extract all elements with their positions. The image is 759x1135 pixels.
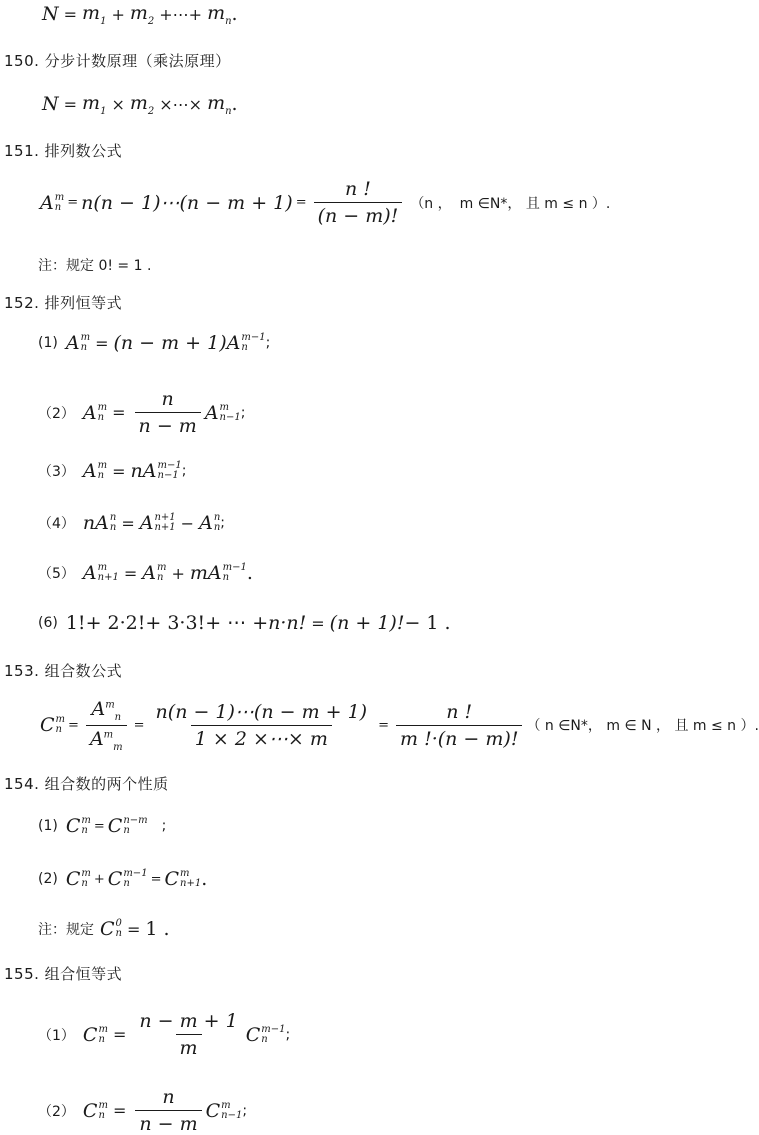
heading-152: 152. 排列恒等式	[4, 294, 123, 312]
label-152-3: （3）	[38, 464, 75, 480]
label-152-2: （2）	[38, 405, 75, 422]
label-154-1: (1)	[38, 818, 58, 834]
identity-152-6: (6) 1!+ 2·2!+ 3·3!+ ⋯ + n·n! = (n + 1)! − 1 .	[38, 612, 451, 634]
heading-151: 151. 排列数公式	[4, 142, 123, 160]
formula-sum-rule: N = $m_1$ + $m_2$ +⋯+ $m_n$ .	[42, 2, 238, 27]
label-152-5: （5）	[38, 566, 75, 582]
identity-152-3: （3） A m n = nA m−1 n−1 ;	[38, 460, 187, 482]
condition-153: （ n ∈N*， m ∈ N ， 且 m ≤ n ）.	[526, 718, 759, 735]
note-154-prefix: 注：规定	[38, 922, 94, 938]
label-155-1: （1）	[38, 1027, 75, 1044]
label-152-1: (1)	[38, 335, 58, 351]
note-154: 注：规定 C 0 n = 1 .	[38, 918, 170, 940]
identity-155-1: （1） C m n = $\frac{n - m + 1}{m}$ C m−1 n ;	[38, 1010, 291, 1059]
heading-155: 155. 组合恒等式	[4, 965, 123, 983]
heading-153: 153. 组合数公式	[4, 662, 123, 680]
condition-151a: （n ，	[410, 195, 452, 212]
label-152-4: （4）	[38, 516, 75, 532]
formula-permutation: A m n = n(n − 1)⋯(n − m + 1) = $\frac{n !}{(n - m)!}$ （n ， m ∈N*， 且 m ≤ n ）.	[40, 178, 611, 227]
property-154-2: (2) C m n + C m−1 n = C m n+1 .	[38, 868, 208, 890]
heading-150: 150. 分步计数原理（乘法原理）	[4, 52, 231, 70]
formula-combination: C m n = $\frac{A^m_n}{A^m_m}$ = $\frac{n(n - 1)\cdots(n - m + 1)}{1 \times 2 \times\cdots\times m}$ = $\frac{n !}{m !\cdot(n - m)!}$ （ n ∈N*， m ∈ N ， 且 m ≤ n ）.	[40, 698, 759, 753]
identity-152-2: （2） A m n = $\frac{n}{n - m}$ A m n−1 ;	[38, 388, 246, 437]
label-155-2: （2）	[38, 1103, 75, 1120]
identity-152-5: （5） A m n+1 = A m n + mA m−1 n .	[38, 562, 253, 584]
formula-product-rule: N = $m_1$ × $m_2$ ×⋯× $m_n$ .	[42, 92, 238, 117]
condition-151b: m ∈N*， 且 m ≤ n ）.	[459, 195, 611, 212]
note-151: 注：规定 0! = 1 .	[38, 258, 152, 274]
identity-152-4: （4） nA n n = A n+1 n+1 − A n n ;	[38, 512, 225, 534]
heading-154: 154. 组合数的两个性质	[4, 775, 169, 793]
property-154-1: (1) C m n = C n−m n ;	[38, 815, 167, 837]
label-154-2: (2)	[38, 871, 58, 887]
label-152-6: (6)	[38, 615, 58, 631]
identity-152-1: (1) A m n = (n − m + 1)A m−1 n ;	[38, 332, 271, 354]
identity-155-2: （2） C m n = $\frac{n}{n - m}$ C m n−1 ;	[38, 1086, 248, 1135]
